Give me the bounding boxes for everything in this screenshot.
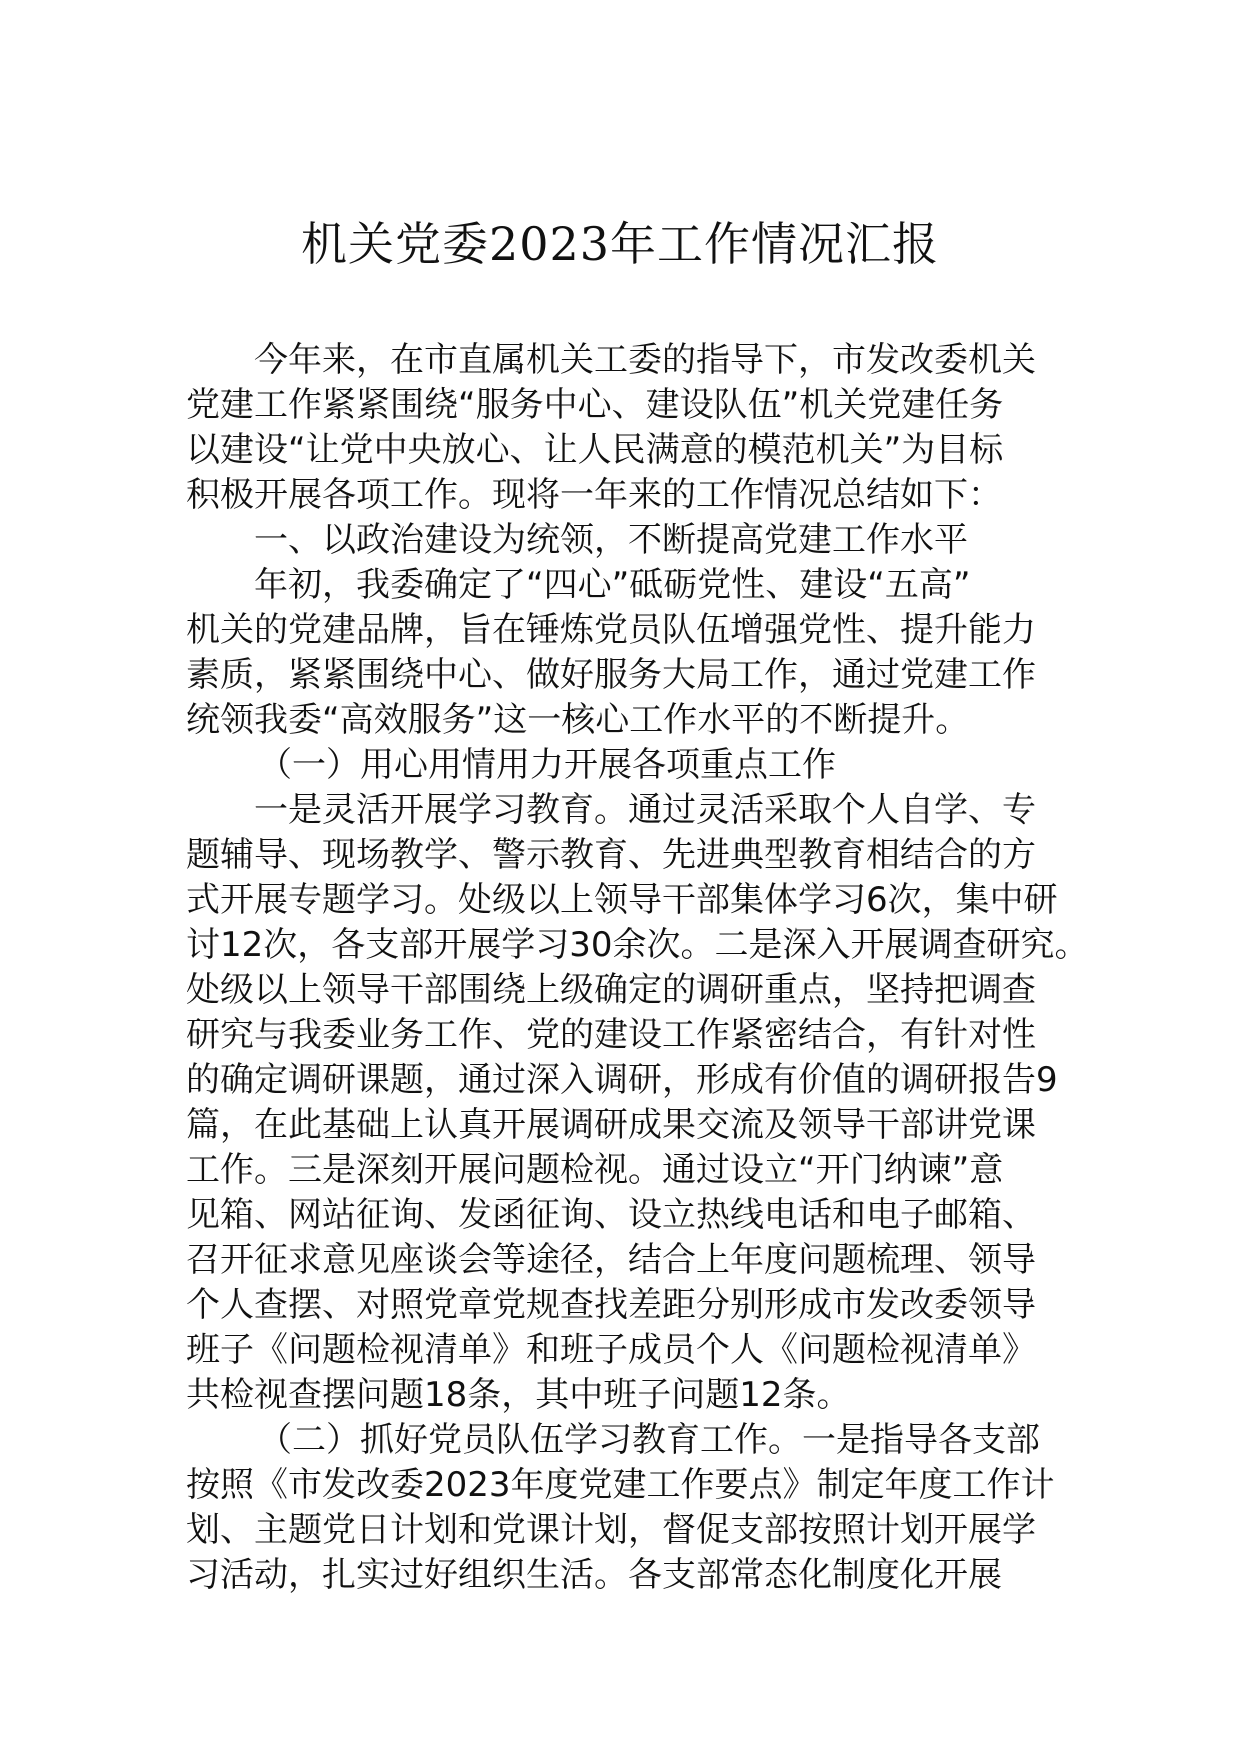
paragraph-line: 召开征求意见座谈会等途径，结合上年度问题梳理、领导 (186, 1240, 1036, 1280)
paragraph-line: 一是灵活开展学习教育。通过灵活采取个人自学、专 (254, 790, 1036, 830)
section-heading: 一、以政治建设为统领，不断提高党建工作水平 (254, 520, 968, 560)
paragraph-line: 题辅导、现场教学、警示教育、先进典型教育相结合的方 (186, 835, 1036, 875)
paragraph-line: 按照《市发改委2023年度党建工作要点》制定年度工作计 (186, 1465, 1055, 1505)
paragraph-line: 见箱、网站征询、发函征询、设立热线电话和电子邮箱、 (186, 1195, 1036, 1235)
paragraph-line: 党建工作紧紧围绕“服务中心、建设队伍”机关党建任务 (186, 385, 1004, 425)
paragraph-line: 的确定调研课题，通过深入调研，形成有价值的调研报告9 (186, 1060, 1058, 1100)
paragraph-line: 统领我委“高效服务”这一核心工作水平的不断提升。 (186, 700, 970, 740)
paragraph-line: 讨12次，各支部开展学习30余次。二是深入开展调查研究。 (186, 925, 1089, 965)
paragraph-line: 年初，我委确定了“四心”砥砺党性、建设“五高” (254, 565, 971, 605)
paragraph-line: 班子《问题检视清单》和班子成员个人《问题检视清单》 (186, 1330, 1036, 1370)
paragraph-line: 积极开展各项工作。现将一年来的工作情况总结如下： (186, 475, 1002, 515)
paragraph-line: 以建设“让党中央放心、让人民满意的模范机关”为目标 (186, 430, 1004, 470)
document-title: 机关党委2023年工作情况汇报 (300, 217, 940, 271)
paragraph-line: 处级以上领导干部围绕上级确定的调研重点，坚持把调查 (186, 970, 1036, 1010)
paragraph-line: 研究与我委业务工作、党的建设工作紧密结合，有针对性 (186, 1015, 1036, 1055)
paragraph-line: 习活动，扎实过好组织生活。各支部常态化制度化开展 (186, 1555, 1002, 1595)
subsection-heading: （二）抓好党员队伍学习教育工作。一是指导各支部 (258, 1420, 1040, 1460)
paragraph-line: 工作。三是深刻开展问题检视。通过设立“开门纳谏”意 (186, 1150, 1004, 1190)
paragraph-line: 共检视查摆问题18条，其中班子问题12条。 (186, 1375, 851, 1415)
paragraph-line: 个人查摆、对照党章党规查找差距分别形成市发改委领导 (186, 1285, 1036, 1325)
paragraph-line: 今年来，在市直属机关工委的指导下，市发改委机关 (254, 340, 1036, 380)
paragraph-line: 划、主题党日计划和党课计划，督促支部按照计划开展学 (186, 1510, 1036, 1550)
paragraph-line: 篇，在此基础上认真开展调研成果交流及领导干部讲党课 (186, 1105, 1036, 1145)
paragraph-line: 素质，紧紧围绕中心、做好服务大局工作，通过党建工作 (186, 655, 1036, 695)
document-body (186, 338, 1089, 1598)
paragraph-line: 式开展专题学习。处级以上领导干部集体学习6次，集中研 (186, 880, 1058, 920)
subsection-heading: （一）用心用情用力开展各项重点工作 (258, 745, 836, 785)
paragraph-line: 机关的党建品牌，旨在锤炼党员队伍增强党性、提升能力 (186, 610, 1036, 650)
